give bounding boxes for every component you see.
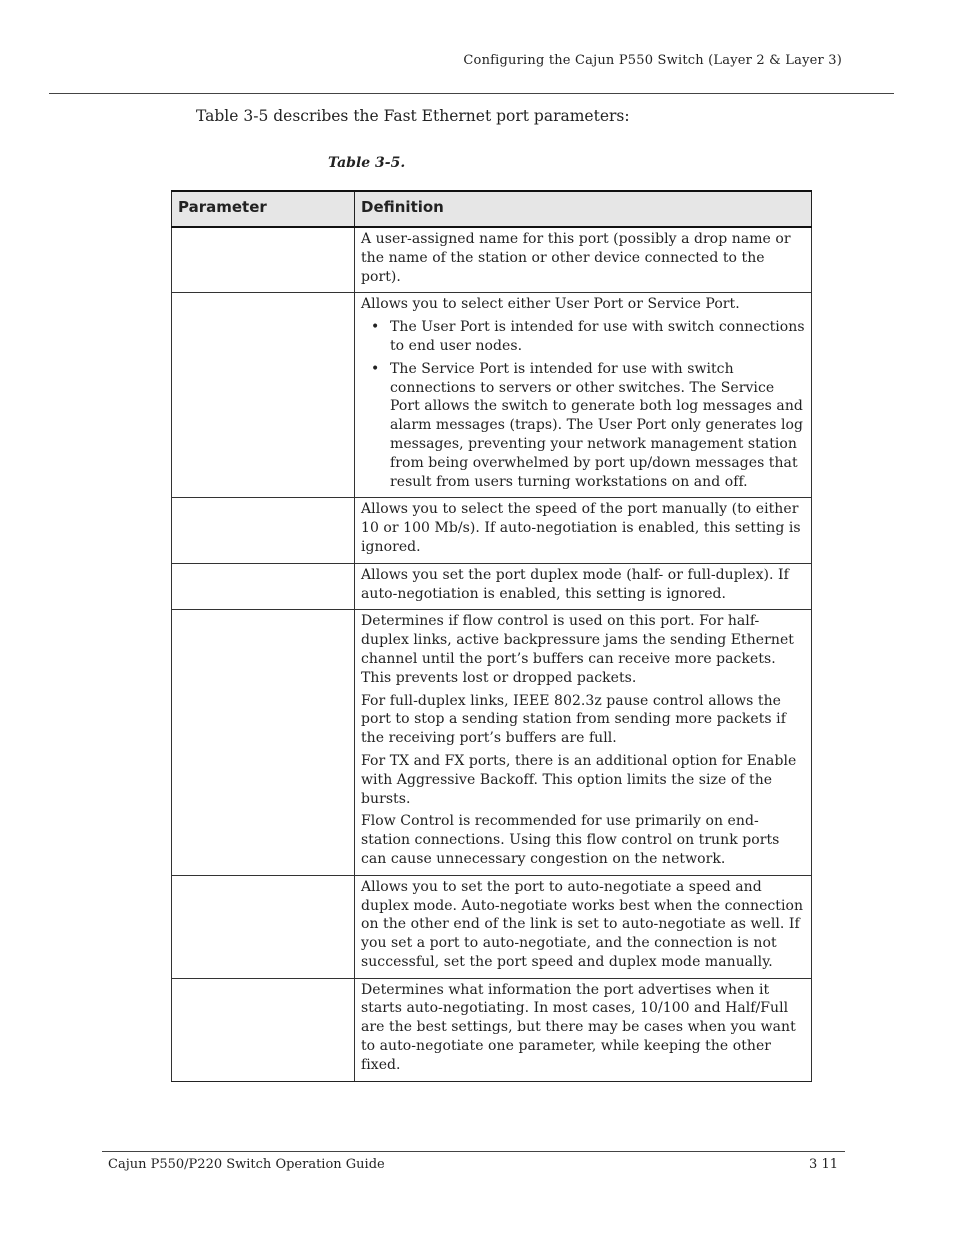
- definition-paragraph: Allows you to set the port to auto-negotiate a speed and duplex mode. Auto-negotiate works best when the connection on the other end of the link is set to auto-negotiate as well. If you set a port to auto-negotiate, and the connection is not successful, set the port speed and duplex mode manually.: [361, 878, 804, 970]
- table-row: [172, 563, 812, 610]
- table-header-row: [172, 191, 812, 227]
- table-row: [172, 875, 812, 978]
- column-header-parameter: Parameter: [172, 191, 355, 227]
- definition-paragraph: Flow Control is recommended for use primarily on end-station connections. Using this flow control on trunk ports can cause unnecessary congestion on the network.: [361, 813, 780, 867]
- bullet-text: The User Port is intended for use with switch connections to end user nodes.: [390, 319, 805, 354]
- list-item: [361, 360, 805, 492]
- definition-cell: [355, 293, 812, 498]
- table-row: [172, 610, 812, 875]
- page-number: 3 11: [809, 1157, 838, 1172]
- parameter-cell: [172, 293, 355, 498]
- table-caption: Table 3-5.: [328, 155, 406, 171]
- parameters-table: [171, 190, 812, 1082]
- column-header-definition: Definition: [355, 191, 812, 227]
- definition-cell: [355, 875, 812, 978]
- definition-paragraph: A user-assigned name for this port (possibly a drop name or the name of the station or other device connected to the port).: [361, 231, 791, 285]
- bullet-icon: •: [371, 319, 380, 336]
- running-header: Configuring the Cajun P550 Switch (Layer 2 & Layer 3): [463, 53, 842, 68]
- bullet-icon: •: [371, 360, 380, 377]
- definition-paragraph: Allows you set the port duplex mode (half- or full-duplex). If auto-negotiation is enabled, this setting is ignored.: [361, 566, 789, 602]
- definition-cell: [355, 498, 812, 563]
- definition-paragraph: Allows you to select either User Port or Service Port.: [361, 296, 740, 313]
- parameter-cell: [172, 875, 355, 978]
- parameter-cell: [172, 610, 355, 875]
- bullet-text: The Service Port is intended for use with switch connections to servers or other switches. The Service Port allows the switch to generate both log messages and alarm messages (traps). The User Port only generates log messages, preventing your network management station from being overwhelmed by port up/down messages that result from users turning workstations on and off.: [390, 360, 804, 490]
- table-row: [172, 227, 812, 293]
- parameter-cell: [172, 227, 355, 293]
- definition-paragraph: For full-duplex links, IEEE 802.3z pause control allows the port to stop a sending station from sending more packets if the receiving port’s buffers are full.: [361, 692, 786, 747]
- definition-cell: [355, 563, 812, 610]
- footer-title: Cajun P550/P220 Switch Operation Guide: [108, 1157, 385, 1172]
- intro-paragraph: Table 3-5 describes the Fast Ethernet port parameters:: [196, 107, 630, 125]
- footer-divider: [102, 1151, 845, 1152]
- definition-paragraph: Allows you to select the speed of the port manually (to either 10 or 100 Mb/s). If auto-negotiation is enabled, this setting is ignored.: [361, 501, 801, 555]
- definition-cell: [355, 610, 812, 875]
- table-row: [172, 978, 812, 1081]
- definition-cell: [355, 978, 812, 1081]
- table-body: [172, 227, 812, 1081]
- list-item: [361, 318, 805, 356]
- definition-cell: [355, 227, 812, 293]
- definition-paragraph: Determines what information the port advertises when it starts auto-negotiating. In most cases, 10/100 and Half/Full are the best settings, but there may be cases when you want to auto-negotiate one parameter, while keeping the other fixed.: [361, 981, 796, 1073]
- parameter-cell: [172, 498, 355, 563]
- definition-paragraph: Determines if flow control is used on this port. For half-duplex links, active backpressure jams the sending Ethernet channel until the port’s buffers can receive more packets. This prevents lost or dropped packets.: [361, 613, 794, 686]
- table-row: [172, 293, 812, 498]
- header-divider: [49, 93, 894, 94]
- table-row: [172, 498, 812, 563]
- definition-bullet-list: [361, 318, 805, 491]
- definition-paragraph: For TX and FX ports, there is an additional option for Enable with Aggressive Backoff. This option limits the size of the bursts.: [361, 752, 797, 807]
- parameter-cell: [172, 563, 355, 610]
- parameter-cell: [172, 978, 355, 1081]
